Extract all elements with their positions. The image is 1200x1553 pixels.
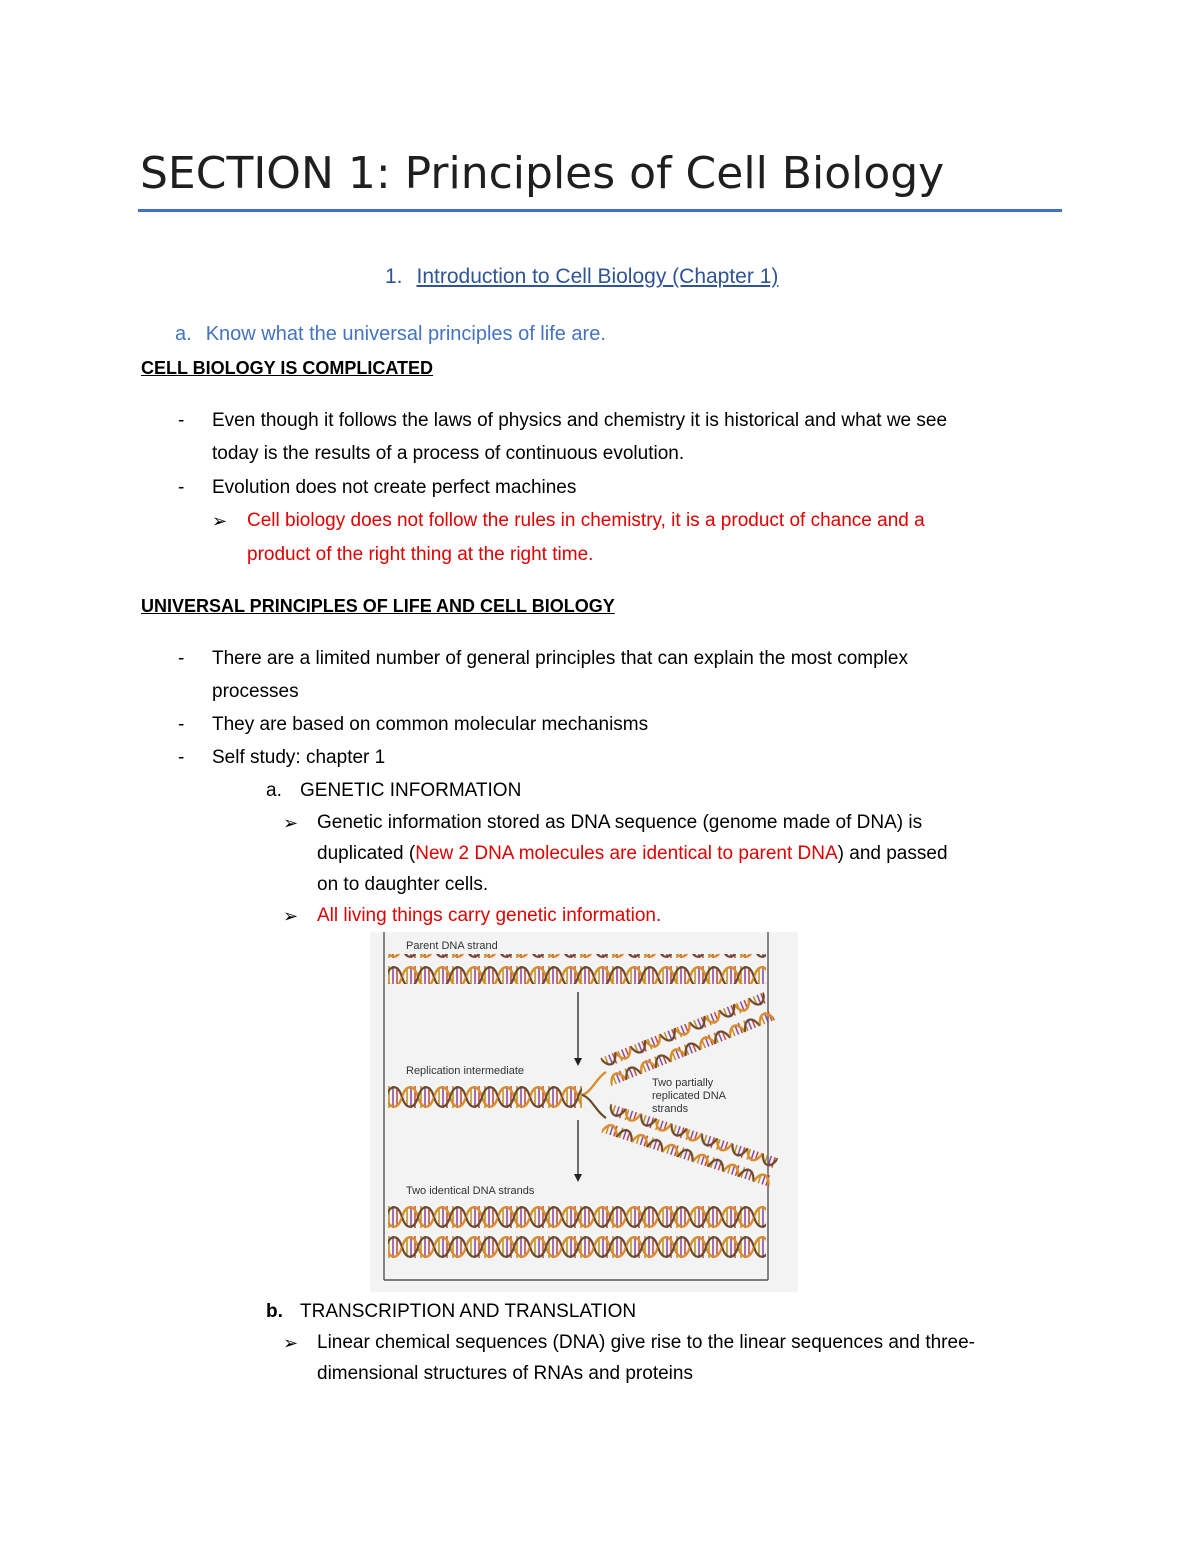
genetic-point2: All living things carry genetic information. xyxy=(317,905,662,926)
chapter-number: 1. xyxy=(385,265,403,288)
transcription-title: TRANSCRIPTION AND TRANSLATION xyxy=(300,1301,637,1322)
dash-bullet: - xyxy=(178,714,185,735)
arrow-bullet-icon: ➢ xyxy=(283,813,299,833)
genetic-letter: a. xyxy=(266,780,282,801)
daughter-dna-helix-1 xyxy=(388,1198,766,1228)
dash-bullet: - xyxy=(178,747,185,768)
dash-bullet: - xyxy=(178,648,185,669)
genetic-point1-highlight: New 2 DNA molecules are identical to parent DNA xyxy=(415,843,838,864)
down-arrow-head-icon xyxy=(574,1174,582,1182)
complicated-bullet2: Evolution does not create perfect machines xyxy=(212,477,577,498)
chapter-title: Introduction to Cell Biology (Chapter 1) xyxy=(416,265,779,288)
principles-bullet1-line1: There are a limited number of general principles that can explain the most complex xyxy=(212,648,908,669)
principles-bullet2: They are based on common molecular mechanisms xyxy=(212,714,649,735)
dna-replication-figure xyxy=(370,932,798,1292)
parent-dna-helix xyxy=(388,954,766,984)
genetic-point1-line2 xyxy=(317,843,948,865)
principles-bullet3: Self study: chapter 1 xyxy=(212,747,386,768)
figure-label-partial-2: replicated DNA xyxy=(652,1090,726,1102)
complicated-note-line1: Cell biology does not follow the rules in chemistry, it is a product of chance and a xyxy=(247,510,925,531)
genetic-point1-post: ) and passed xyxy=(837,843,948,864)
complicated-bullet1-line2: today is the results of a process of continuous evolution. xyxy=(212,443,685,464)
arrow-bullet-icon: ➢ xyxy=(212,511,228,531)
genetic-point1-line1: Genetic information stored as DNA sequence (genome made of DNA) is xyxy=(317,812,923,833)
objective-heading xyxy=(175,323,606,346)
dna-replication-illustration xyxy=(370,932,798,1292)
figure-label-parent: Parent DNA strand xyxy=(406,940,498,952)
figure-label-identical: Two identical DNA strands xyxy=(406,1185,535,1197)
objective-text: Know what the universal principles of life are. xyxy=(205,323,606,345)
title-underline xyxy=(138,209,1062,212)
complicated-note-line2: product of the right thing at the right time. xyxy=(247,544,594,565)
page-title: SECTION 1: Principles of Cell Biology xyxy=(140,148,945,199)
figure-label-partial-3: strands xyxy=(652,1103,689,1115)
cell-biology-complicated-heading: CELL BIOLOGY IS COMPLICATED xyxy=(141,358,434,378)
objective-letter: a. xyxy=(175,323,192,345)
principles-bullet1-line2: processes xyxy=(212,681,299,702)
transcription-point1-line1: Linear chemical sequences (DNA) give rise to the linear sequences and three- xyxy=(317,1332,975,1353)
complicated-bullet1-line1: Even though it follows the laws of physics and chemistry it is historical and what we see xyxy=(212,410,948,431)
transcription-point1-line2: dimensional structures of RNAs and proteins xyxy=(317,1363,693,1384)
arrow-bullet-icon: ➢ xyxy=(283,1333,299,1353)
figure-label-intermediate: Replication intermediate xyxy=(406,1065,525,1077)
intermediate-dna-helix xyxy=(388,1080,582,1110)
chapter-heading xyxy=(385,265,778,289)
replicated-strand-upper xyxy=(600,992,774,1086)
genetic-point1-pre: duplicated ( xyxy=(317,843,416,864)
daughter-dna-helix-2 xyxy=(388,1232,766,1262)
figure-label-partial-1: Two partially xyxy=(652,1077,714,1089)
genetic-title: GENETIC INFORMATION xyxy=(300,780,522,801)
dash-bullet: - xyxy=(178,410,185,431)
replicated-strand-lower xyxy=(601,1104,778,1187)
down-arrow-head-icon xyxy=(574,1058,582,1066)
arrow-bullet-icon: ➢ xyxy=(283,906,299,926)
transcription-letter: b. xyxy=(266,1301,283,1322)
universal-principles-heading: UNIVERSAL PRINCIPLES OF LIFE AND CELL BIOLOGY xyxy=(141,596,615,616)
dash-bullet: - xyxy=(178,477,185,498)
genetic-point1-line3: on to daughter cells. xyxy=(317,874,489,895)
